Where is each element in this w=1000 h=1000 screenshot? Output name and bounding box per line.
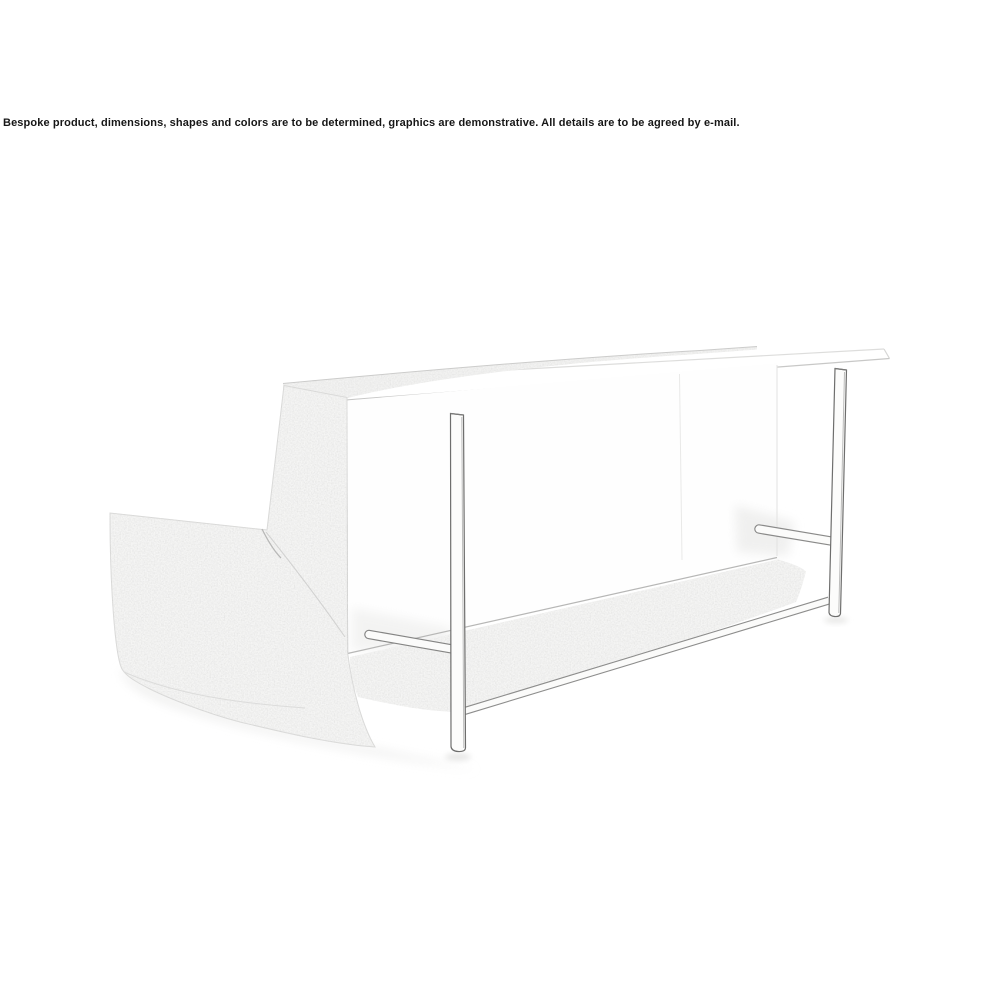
tabletop-right-edge (884, 349, 890, 359)
rear-right-leg (829, 369, 847, 617)
front-leg-shadow (445, 754, 471, 760)
bespoke-disclaimer-text: Bespoke product, dimensions, shapes and colors are to be determined, graphics are demonstrative. All details are to be agreed by e-mail. (3, 117, 740, 129)
rear-leg-shadow (824, 617, 848, 623)
front-left-leg (451, 414, 466, 752)
